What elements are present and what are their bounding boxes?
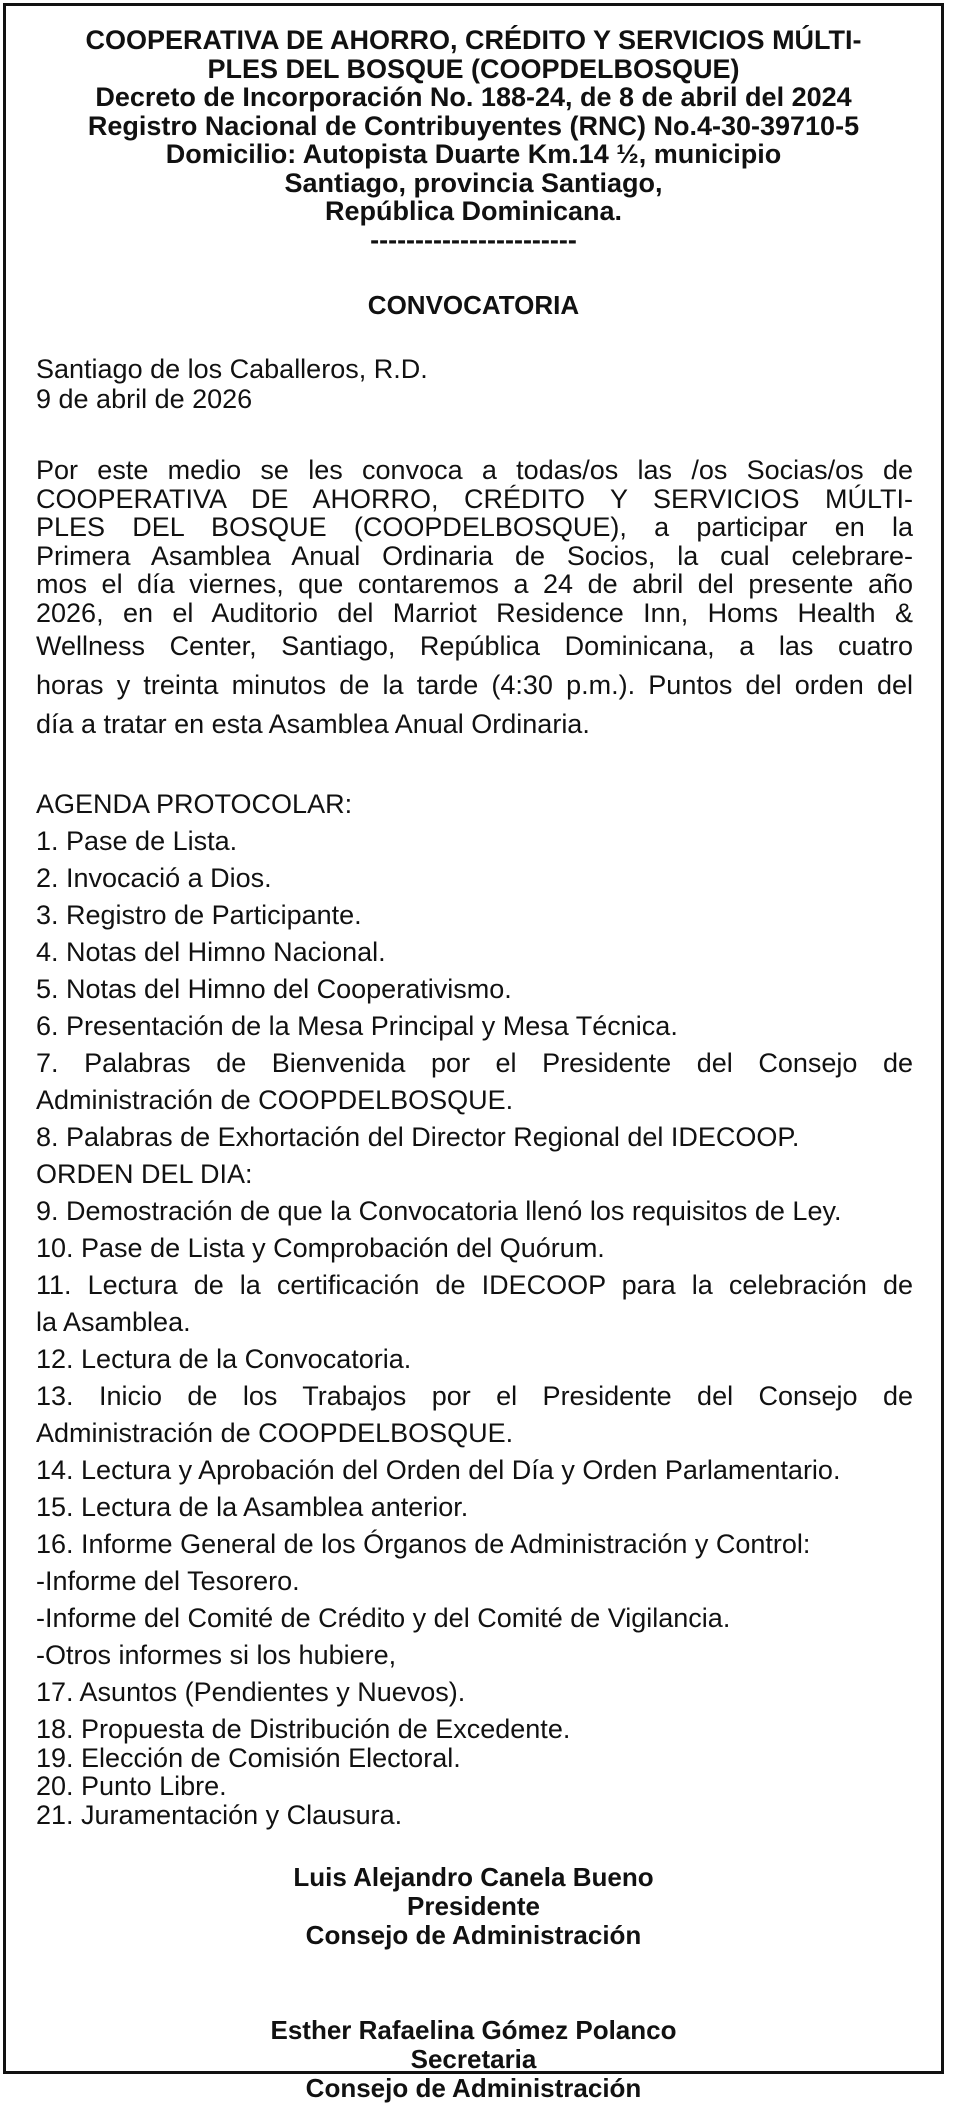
agenda-item: 19. Elección de Comisión Electoral. [36,1742,461,1773]
header-divider: ----------------------- [370,224,577,255]
address-line: República Dominicana. [324,196,623,226]
address-line: Santiago, provincia Santiago, [284,167,663,198]
agenda-item: 11. Lectura de la certificación de IDECOOP para la celebración de [36,1270,913,1300]
header-line: PLES DEL BOSQUE (COOPDELBOSQUE) [207,53,740,84]
agenda-item: 15. Lectura de la Asamblea anterior. [36,1492,469,1522]
agenda-item: 20. Punto Libre. [36,1771,227,1801]
agenda-item: 7. Palabras de Bienvenida por el Presidente del Consejo de [36,1048,913,1078]
agenda-item-continuation: Administración de COOPDELBOSQUE. [36,1418,514,1448]
agenda-item: 10. Pase de Lista y Comprobación del Quórum. [36,1233,605,1263]
agenda-item: 9. Demostración de que la Convocatoria llenó los requisitos de Ley. [36,1196,842,1226]
signature-president [6,1863,941,1950]
agenda-item: 3. Registro de Participante. [36,900,362,930]
agenda-item: 6. Presentación de la Mesa Principal y Mesa Técnica. [36,1011,678,1041]
agenda-item: 14. Lectura y Aprobación del Orden del Día y Orden Parlamentario. [36,1455,841,1485]
paragraph-line: PLES DEL BOSQUE (COOPDELBOSQUE), a participar en la [36,512,913,542]
convocation-paragraph [36,456,913,744]
agenda-item-continuation: la Asamblea. [36,1307,191,1337]
notice-frame [3,3,944,2103]
agenda-item-continuation: Administración de COOPDELBOSQUE. [36,1085,514,1115]
agenda-item: 16. Informe General de los Órganos de Administración y Control: [36,1529,811,1559]
signatory-name: Esther Rafaelina Gómez Polanco [270,2015,677,2045]
agenda-item: 1. Pase de Lista. [36,826,238,856]
agenda-subitem: -Informe del Tesorero. [36,1566,300,1596]
signatory-body: Consejo de Administración [305,2073,642,2103]
paragraph-line: Wellness Center, Santiago, República Dominicana, a las cuatro [36,631,913,661]
header-line: COOPERATIVA DE AHORRO, CRÉDITO Y SERVICIOS MÚLTI- [85,25,862,55]
agenda-heading: AGENDA PROTOCOLAR: [36,789,353,819]
paragraph-line: COOPERATIVA DE AHORRO, CRÉDITO Y SERVICIOS MÚLTI- [36,483,913,514]
agenda-item: 12. Lectura de la Convocatoria. [36,1344,412,1374]
decree-line: Decreto de Incorporación No. 188-24, de 8 de abril del 2024 [95,82,852,112]
signatory-body: Consejo de Administración [305,1920,642,1950]
date: 9 de abril de 2026 [36,384,253,414]
paragraph-line: mos el día viernes, que contaremos a 24 de abril del presente año [36,569,913,599]
notice-title: CONVOCATORIA [367,290,580,320]
rnc-line: Registro Nacional de Contribuyentes (RNC) No.4-30-39710-5 [87,110,860,141]
agenda-list [36,786,913,1829]
agenda-item: 18. Propuesta de Distribución de Excedente. [36,1714,571,1744]
agenda-item: 17. Asuntos (Pendientes y Nuevos). [36,1677,466,1707]
paragraph-line: Por este medio se les convoca a todas/os las /os Socias/os de [36,455,913,485]
signature-secretary [6,2016,941,2103]
paragraph-line: 2026, en el Auditorio del Marriot Residence Inn, Homs Health & [36,597,913,628]
paragraph-line: día a tratar en esta Asamblea Anual Ordinaria. [36,709,590,739]
agenda-item: 4. Notas del Himno Nacional. [36,937,386,967]
agenda-item: 2. Invocació a Dios. [36,863,272,893]
signatory-role: Secretaria [410,2044,537,2074]
agenda-item: 13. Inicio de los Trabajos por el Presidente del Consejo de [36,1381,913,1411]
place-date [36,354,911,414]
agenda-item: 5. Notas del Himno del Cooperativismo. [36,974,512,1004]
cooperative-header [36,26,911,254]
place: Santiago de los Caballeros, R.D. [36,354,428,384]
orden-del-dia-heading: ORDEN DEL DIA: [36,1159,253,1189]
signatory-role: Presidente [407,1891,540,1921]
paragraph-line: Primera Asamblea Anual Ordinaria de Socios, la cual celebrare- [36,540,913,571]
signatory-name: Luis Alejandro Canela Bueno [293,1862,654,1892]
address-line: Domicilio: Autopista Duarte Km.14 ½, municipio [165,139,782,169]
agenda-item: 8. Palabras de Exhortación del Director Regional del IDECOOP. [36,1122,800,1152]
paragraph-line: horas y treinta minutos de la tarde (4:30 p.m.). Puntos del orden del [36,670,913,700]
agenda-subitem: -Otros informes si los hubiere, [36,1640,397,1670]
agenda-subitem: -Informe del Comité de Crédito y del Comité de Vigilancia. [36,1603,731,1633]
agenda-item: 21. Juramentación y Clausura. [36,1799,403,1830]
